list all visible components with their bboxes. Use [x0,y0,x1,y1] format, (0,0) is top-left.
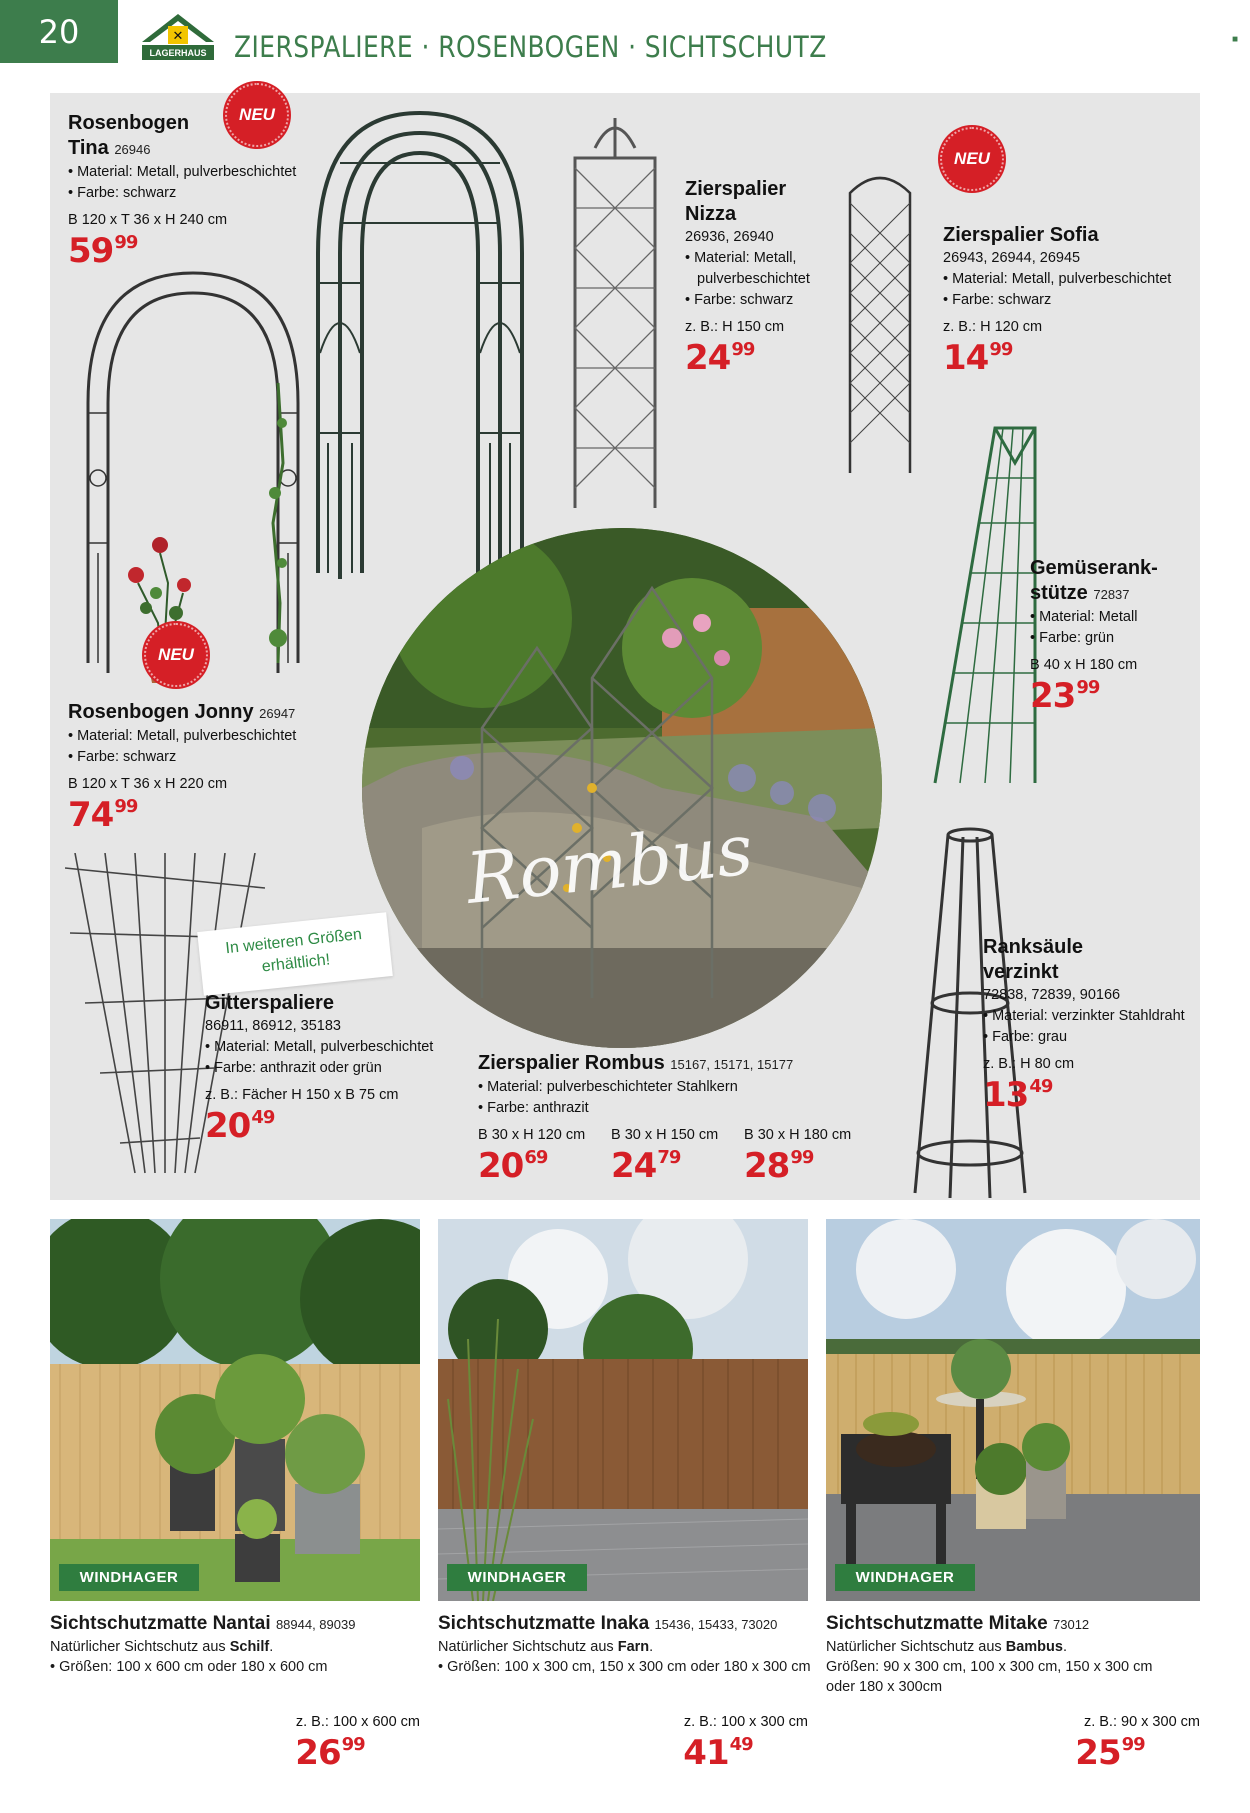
size: B 40 x H 180 cm [1030,657,1138,673]
page-title: ZIERSPALIERE · ROSENBOGEN · SICHTSCHUTZ [234,30,827,64]
price-euros: 20 [478,1146,524,1186]
variant [611,1125,744,1186]
product-sichtschutzmatte-inaka [438,1612,818,1677]
material-intro: Natürlicher Sichtschutz aus [50,1639,230,1655]
sichtschutzmatte-inaka-photo [438,1219,808,1601]
product-name: Zierspalier [685,178,787,200]
article-number: 72837 [1093,587,1130,602]
product-sichtschutzmatte-mitake [826,1612,1206,1697]
product-name: Rosenbogen [68,112,190,134]
price-cents: 99 [1076,677,1100,698]
spec-color: • Farbe: anthrazit [478,1100,589,1116]
product-sichtschutzmatte-nantai [50,1612,430,1677]
price [628,1733,808,1773]
price [744,1146,884,1186]
product-name: verzinkt [983,961,1059,983]
size: B 30 x H 120 cm [478,1127,586,1143]
product-gemueserankstuetze [1030,556,1195,716]
price-euros: 24 [685,338,731,378]
corner-mark: ■ [1231,34,1238,45]
rosenbogen-tina-image [300,103,540,583]
size: z. B.: H 120 cm [943,319,1043,335]
product-name: Sichtschutzmatte Nantai [50,1613,271,1634]
price-euros: 13 [983,1075,1029,1115]
product-rosenbogen-tina [68,111,328,271]
more-sizes-badge: In weiteren Größen erhältlich! [197,912,393,996]
zierspalier-nizza-image [565,108,665,508]
product-name: Rosenbogen Jonny [68,701,254,723]
price-euros: 20 [205,1106,251,1146]
spec-material: • Material: Metall, pulverbeschichtet [68,164,297,180]
price-cents: 99 [790,1147,814,1168]
punctuation: . [649,1639,654,1655]
price [611,1146,744,1186]
spec-color: • Farbe: anthrazit oder grün [205,1060,382,1076]
spec-color: • Farbe: grün [1030,630,1115,646]
article-number: 88944, 89039 [275,1617,356,1632]
product-gitterspaliere [205,991,505,1146]
price [1020,1733,1200,1773]
price-cents: 49 [251,1107,275,1128]
article-number: 26936, 26940 [685,229,774,245]
price [983,1075,1198,1115]
nantai-price-block [240,1712,420,1773]
product-name: stütze [1030,582,1088,604]
spec-color: • Farbe: grau [983,1029,1068,1045]
product-zierspalier-rombus [478,1051,898,1186]
sizes-cont: oder 180 x 300cm [826,1679,943,1695]
spec-material: • Material: pulverbeschichteter Stahlkern [478,1079,738,1095]
price [478,1146,611,1186]
price [1030,676,1195,716]
spec-material: • Material: verzinkter Stahldraht [983,1008,1185,1024]
price-cents: 99 [114,232,138,253]
article-number: 26947 [259,706,296,721]
spec-material: • Material: Metall, pulverbeschichtet [205,1039,434,1055]
neu-badge: NEU [940,127,1004,191]
sichtschutzmatte-mitake-photo [826,1219,1200,1601]
mitake-price-block [1020,1712,1200,1773]
material-type: Bambus [1005,1639,1063,1655]
product-ranksaeule [983,935,1198,1115]
spec-color: • Farbe: schwarz [68,749,177,765]
price-euros: 74 [68,795,114,835]
inaka-price-block [628,1712,808,1773]
rombus-script-text: Rombus [462,808,757,920]
material-type: Farn [617,1639,650,1655]
article-number: 26946 [114,142,151,157]
price-euros: 26 [295,1733,341,1773]
neu-badge: NEU [144,623,208,687]
size-example: z. B.: 90 x 300 cm [1083,1714,1200,1730]
variant [744,1125,884,1186]
logo-text: LAGERHAUS [149,48,207,58]
size-example: z. B.: 100 x 300 cm [683,1714,808,1730]
material-intro: Natürlicher Sichtschutz aus [826,1639,1006,1655]
price [943,338,1203,378]
price-cents: 99 [989,339,1013,360]
price-euros: 59 [68,231,114,271]
product-zierspalier-nizza [685,177,885,378]
punctuation: . [1062,1639,1067,1655]
variant [478,1125,611,1186]
size-example: z. B.: 100 x 600 cm [295,1714,420,1730]
spec-color: • Farbe: schwarz [943,292,1052,308]
price [205,1106,505,1146]
material-type: Schilf [229,1639,270,1655]
price-euros: 14 [943,338,989,378]
price-cents: 69 [524,1147,548,1168]
product-name: Tina [68,137,109,159]
price-euros: 41 [683,1733,729,1773]
price-cents: 99 [341,1734,365,1755]
windhager-logo: WINDHAGER [447,1564,587,1591]
price-euros: 24 [611,1146,657,1186]
sichtschutzmatte-nantai-photo [50,1219,420,1601]
sizes: • Größen: 100 x 600 cm oder 180 x 600 cm [50,1659,328,1675]
spec-material: • Material: Metall, pulverbeschichtet [943,271,1172,287]
size: B 30 x H 180 cm [744,1127,852,1143]
product-name: Sichtschutzmatte Inaka [438,1613,650,1634]
punctuation: . [269,1639,274,1655]
article-number: 26943, 26944, 26945 [943,250,1081,266]
page-number: 20 [0,0,118,63]
article-number: 86911, 86912, 35183 [205,1018,342,1034]
rosenbogen-jonny-image [68,263,318,683]
article-number: 73012 [1053,1617,1090,1632]
size: B 120 x T 36 x H 240 cm [68,212,228,228]
price-cents: 49 [729,1734,753,1755]
size: z. B.: H 150 cm [685,319,785,335]
sizes: • Größen: 100 x 300 cm, 150 x 300 cm oder 180 x 300 cm [438,1659,811,1675]
price [240,1733,420,1773]
product-name: Gemüserank- [1030,557,1158,579]
product-name: Zierspalier Rombus [478,1052,665,1074]
article-number: 15436, 15433, 73020 [654,1617,778,1632]
price-cents: 49 [1029,1076,1053,1097]
price-euros: 23 [1030,676,1076,716]
windhager-logo: WINDHAGER [59,1564,199,1591]
price-euros: 25 [1075,1733,1121,1773]
spec-color: • Farbe: schwarz [68,185,177,201]
product-name: Nizza [685,203,737,225]
size: B 120 x T 36 x H 220 cm [68,776,228,792]
spec-material: • Material: Metall [1030,609,1138,625]
article-number: 15167, 15171, 15177 [670,1057,794,1072]
product-name: Sichtschutzmatte Mitake [826,1613,1048,1634]
svg-text:✕: ✕ [172,29,184,44]
spec-material: • Material: Metall, pulverbeschichtet [68,728,297,744]
article-number: 72838, 72839, 90166 [983,987,1121,1003]
product-rosenbogen-jonny [68,700,328,835]
size: z. B.: H 80 cm [983,1056,1075,1072]
price [68,231,328,271]
price-cents: 99 [1121,1734,1145,1755]
price [685,338,885,378]
rombus-garden-photo [362,528,882,1048]
product-name: Zierspalier Sofia [943,224,1099,246]
price-cents: 99 [114,796,138,817]
size: z. B.: Fächer H 150 x B 75 cm [205,1087,399,1103]
product-zierspalier-sofia [943,223,1203,378]
lagerhaus-logo [138,12,218,64]
neu-badge: NEU [225,83,289,147]
price-euros: 28 [744,1146,790,1186]
spec-material: • Material: Metall, [685,250,797,266]
size: B 30 x H 150 cm [611,1127,719,1143]
price-cents: 99 [731,339,755,360]
spec-material-cont: pulverbeschichtet [697,271,810,287]
price-cents: 79 [657,1147,681,1168]
sizes: Größen: 90 x 300 cm, 100 x 300 cm, 150 x 300 cm [826,1659,1153,1675]
product-name: Gitterspaliere [205,992,334,1014]
price [68,795,328,835]
product-name: Ranksäule [983,936,1084,958]
spec-color: • Farbe: schwarz [685,292,794,308]
material-intro: Natürlicher Sichtschutz aus [438,1639,618,1655]
windhager-logo: WINDHAGER [835,1564,975,1591]
